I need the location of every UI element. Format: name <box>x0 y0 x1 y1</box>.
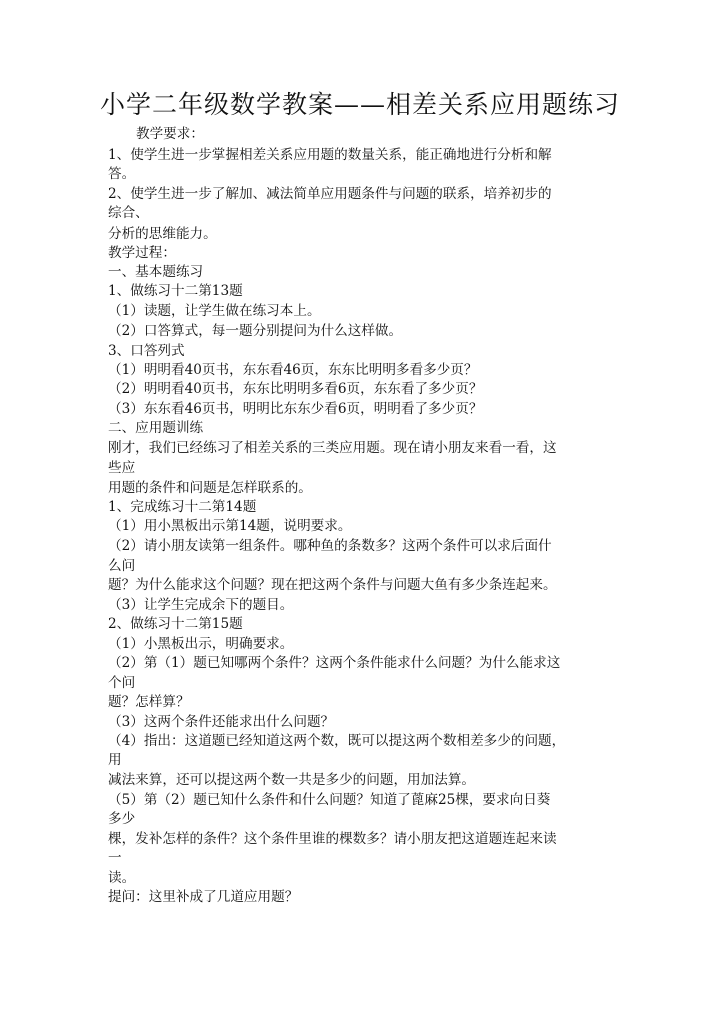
text-line: 题？为什么能求这个问题？现在把这两个条件与问题大鱼有多少条连起来。 <box>108 577 557 593</box>
text-line: 用 <box>108 752 122 768</box>
text-line: 综合、 <box>108 205 149 221</box>
text-line: 个问 <box>108 675 136 691</box>
text-line: 一 <box>108 850 122 866</box>
text-line: 减法来算，还可以提这两个数一共是多少的问题，用加法算。 <box>108 772 476 788</box>
text-line: 二、应用题训练 <box>108 420 204 436</box>
text-line: 些应 <box>108 460 136 476</box>
text-line: 答。 <box>108 166 136 182</box>
text-line: （1）用小黑板出示第14题，说明要求。 <box>108 518 352 534</box>
text-line: 分析的思维能力。 <box>108 226 217 242</box>
text-line: 1、做练习十二第13题 <box>108 283 243 299</box>
text-line: （1）明明看40页书，东东看46页，东东比明明多看多少页？ <box>108 362 478 378</box>
text-line: （1）小黑板出示，明确要求。 <box>108 636 294 652</box>
text-line: 提问：这里补成了几道应用题？ <box>108 889 299 905</box>
document-title: 小学二年级数学教案——相差关系应用题练习 <box>99 90 620 119</box>
text-line: 2、使学生进一步了解加、减法简单应用题条件与问题的联系，培养初步的 <box>108 186 552 202</box>
text-line: （3）这两个条件还能求出什么问题？ <box>108 714 335 730</box>
text-line: 1、使学生进一步掌握相差关系应用题的数量关系，能正确地进行分析和解 <box>108 147 552 163</box>
text-line: （2）请小朋友读第一组条件。哪种鱼的条数多？这两个条件可以求后面什 <box>108 538 552 554</box>
text-line: 教学要求： <box>136 126 204 142</box>
text-line: 3、口答列式 <box>108 343 185 359</box>
text-line: 一、基本题练习 <box>108 264 204 280</box>
text-line: 用题的条件和问题是怎样联系的。 <box>108 480 312 496</box>
text-line: 多少 <box>108 811 136 827</box>
text-line: （2）口答算式，每一题分别提问为什么这样做。 <box>108 323 403 339</box>
text-line: （2）第（1）题已知哪两个条件？这两个条件能求什么问题？为什么能求这 <box>108 655 561 671</box>
text-line: （1）读题，让学生做在练习本上。 <box>108 303 321 319</box>
text-line: （5）第（2）题已知什么条件和什么问题？知道了蓖麻25棵，要求向日葵 <box>108 792 551 808</box>
text-line: 刚才，我们已经练习了相差关系的三类应用题。现在请小朋友来看一看，这 <box>108 440 557 456</box>
text-line: 题？怎样算？ <box>108 694 190 710</box>
text-line: 么问 <box>108 558 136 574</box>
text-line: 教学过程： <box>108 245 176 261</box>
text-line: （3）东东看46页书，明明比东东少看6页，明明看了多少页？ <box>108 401 483 417</box>
text-line: 棵，发补怎样的条件？这个条件里谁的棵数多？请小朋友把这道题连起来读 <box>108 831 557 847</box>
text-line: （3）让学生完成余下的题目。 <box>108 597 294 613</box>
text-line: 2、做练习十二第15题 <box>108 616 243 632</box>
text-line: 读。 <box>108 870 136 886</box>
text-line: 1、完成练习十二第14题 <box>108 499 257 515</box>
text-line: （2）明明看40页书，东东比明明多看6页，东东看了多少页？ <box>108 381 483 397</box>
text-line: （4）指出：这道题已经知道这两个数，既可以提这两个数相差多少的问题， <box>108 733 566 749</box>
